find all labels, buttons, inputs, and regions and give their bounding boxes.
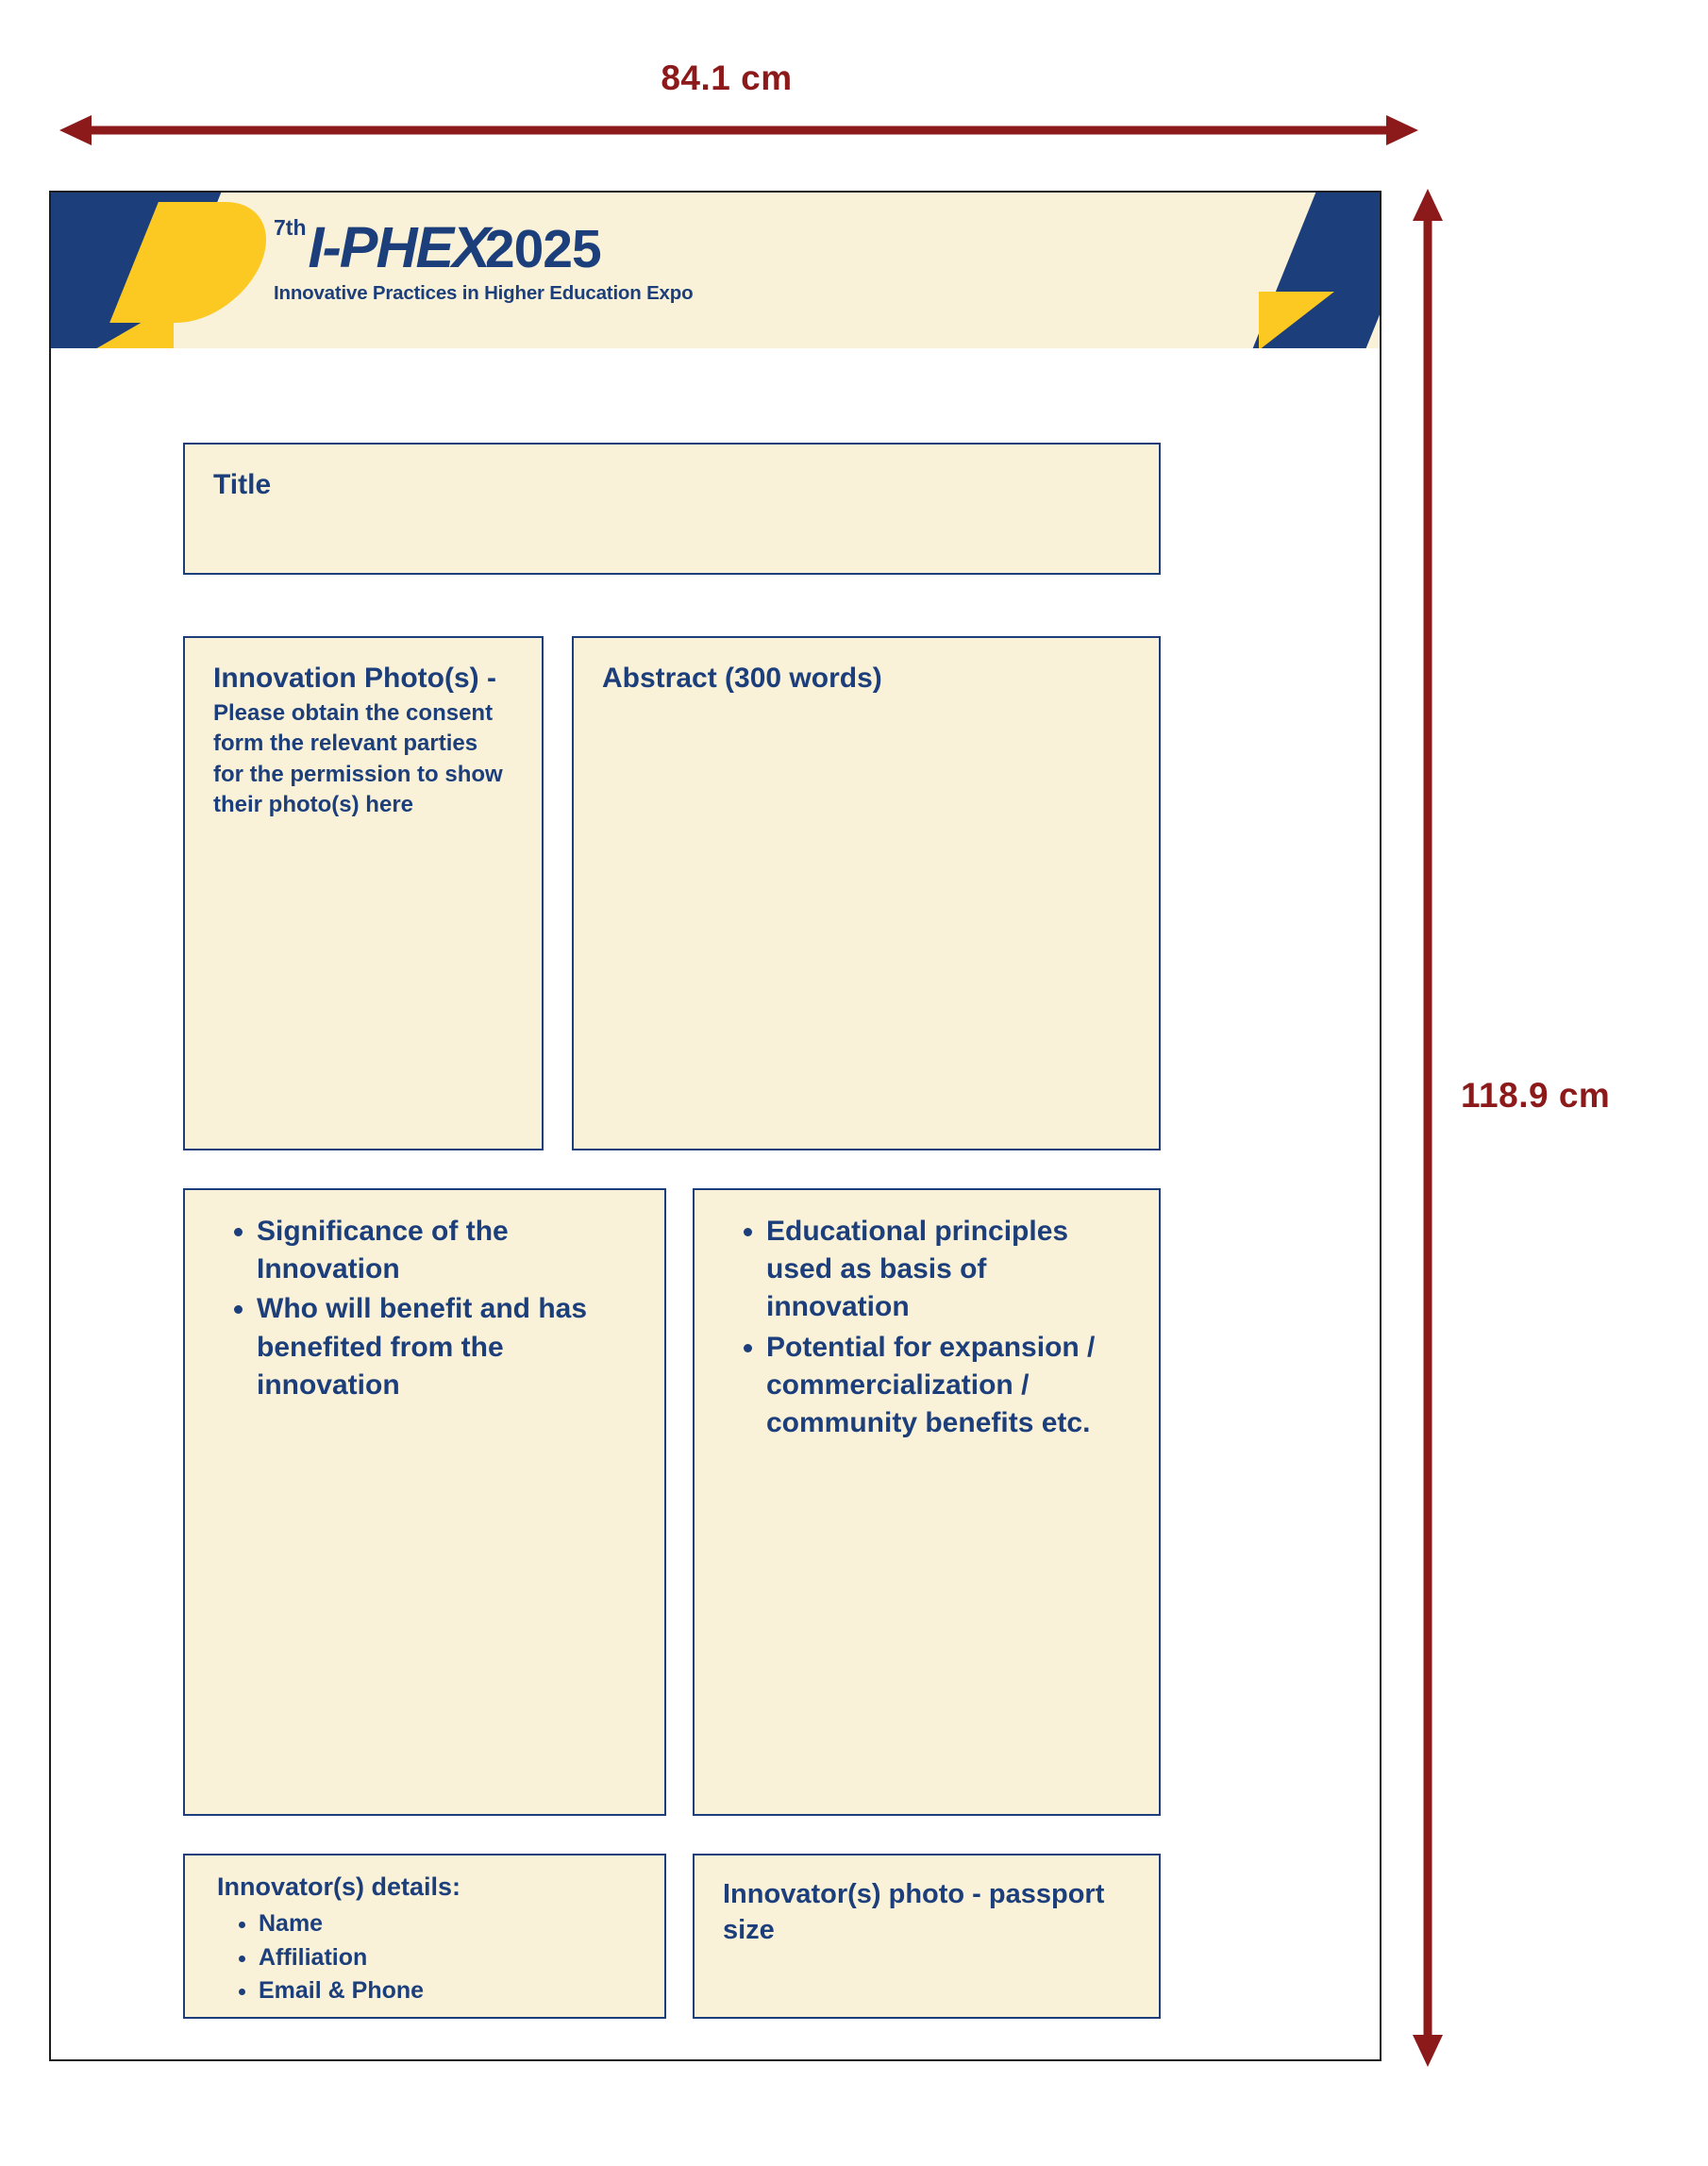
right-points-list — [723, 1213, 1130, 1442]
title-heading: Title — [213, 469, 272, 500]
poster-header-banner — [51, 193, 1380, 348]
title-placeholder-box — [183, 443, 1161, 575]
left-points-box — [183, 1188, 666, 1816]
list-item: • Affiliation — [259, 1941, 640, 1975]
innovator-photo-heading: Innovator(s) photo - passport size — [723, 1879, 1105, 1946]
innovator-details-list — [209, 1907, 640, 2008]
right-points-box — [693, 1188, 1161, 1816]
logo-tagline: Innovative Practices in Higher Education Expo — [274, 282, 694, 304]
header-blue-triangle-right — [1266, 311, 1310, 348]
abstract-heading: Abstract (300 words) — [602, 663, 882, 694]
width-arrow-icon — [59, 113, 1418, 147]
poster-width-label: 84.1 cm — [661, 59, 793, 97]
logo-name: I-PHEX — [308, 215, 489, 279]
innovator-details-box — [183, 1854, 666, 2019]
logo-year: 2025 — [484, 219, 601, 279]
list-item: • Educational principles used as basis of innovation — [766, 1213, 1130, 1327]
innovator-photo-box — [693, 1854, 1161, 2019]
list-item: • Name — [259, 1907, 640, 1941]
height-arrow-icon — [1411, 189, 1445, 2067]
abstract-box — [572, 636, 1161, 1150]
list-item: • Email & Phone — [259, 1974, 640, 2008]
poster-body — [51, 348, 1380, 2059]
iphex-logo — [274, 217, 693, 305]
list-item: • Significance of the Innovation — [257, 1213, 636, 1288]
logo-edition-superscript: 7th — [274, 215, 307, 240]
list-item: • Potential for expansion / commercialization / community benefits etc. — [766, 1329, 1130, 1443]
innovation-photo-note: Please obtain the consent form the relevant parties for the permission to show their photo(s) here — [213, 699, 503, 818]
poster-height-label: 118.9 cm — [1461, 1076, 1611, 1115]
innovator-details-heading: Innovator(s) details: — [217, 1872, 461, 1901]
logo-wordmark — [274, 217, 693, 277]
list-item: • Who will benefit and has benefited from the innovation — [257, 1290, 636, 1404]
innovation-photo-box — [183, 636, 544, 1150]
poster-template — [49, 191, 1381, 2061]
header-yellow-triangle-left — [89, 304, 174, 348]
innovation-photo-heading: Innovation Photo(s) - — [213, 663, 496, 694]
left-points-list — [213, 1213, 636, 1404]
